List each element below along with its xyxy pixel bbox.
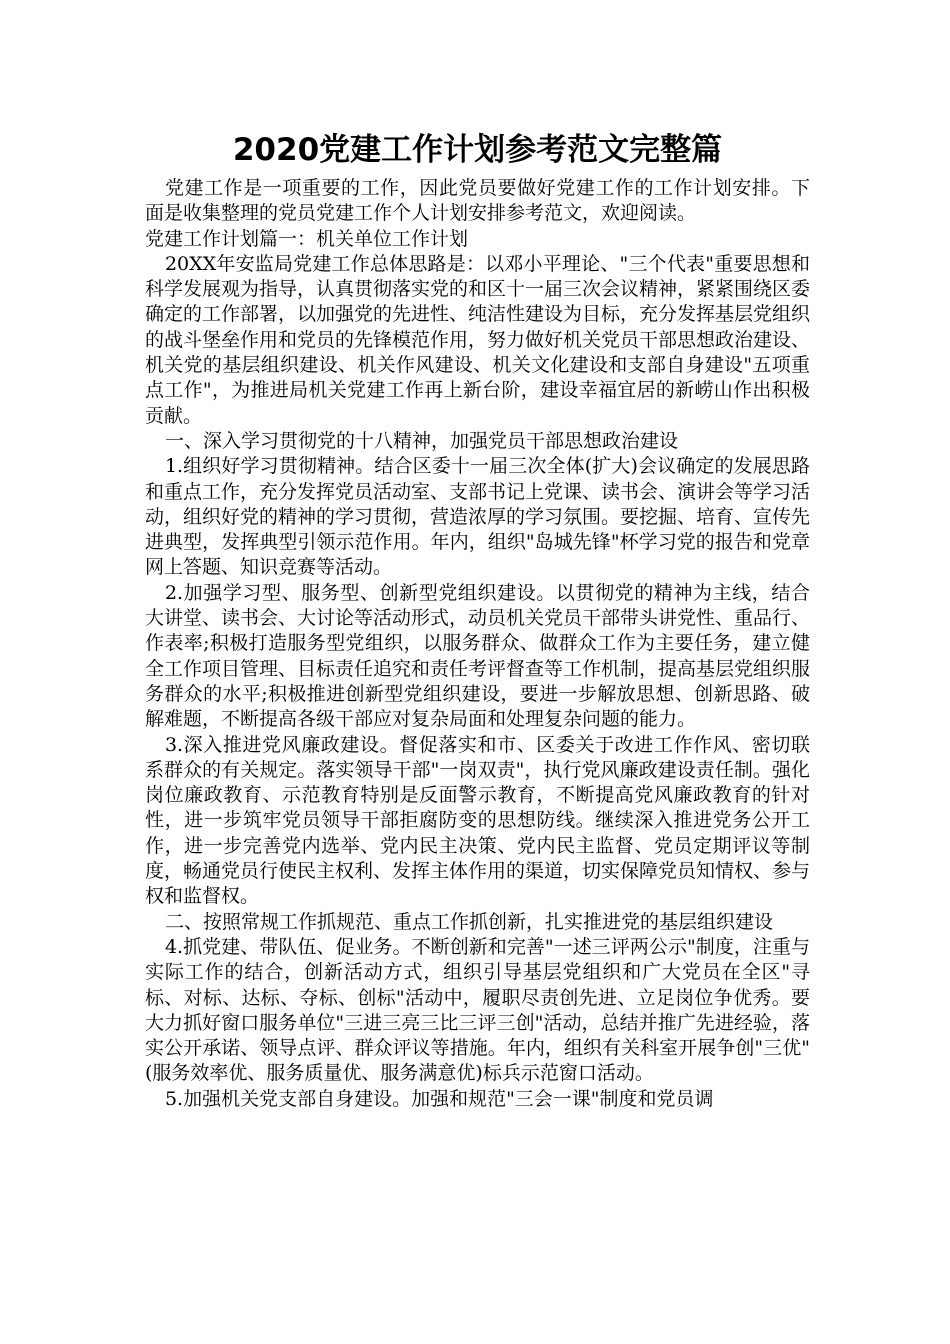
paragraph: 党建工作计划篇一：机关单位工作计划: [145, 227, 469, 250]
document-body: [145, 176, 810, 1112]
paragraph: 党建工作是一项重要的工作，因此党员要做好党建工作的工作计划安排。下面是收集整理的党员党建工作个人计划安排参考范文，欢迎阅读。: [145, 177, 810, 225]
document-page: [145, 128, 810, 1112]
paragraph: 二、按照常规工作抓规范、重点工作抓创新，扎实推进党的基层组织建设: [164, 910, 773, 933]
paragraph: 1.组织好学习贯彻精神。结合区委十一届三次全体(扩大)会议确定的发展思路和重点工作，充分发挥党员活动室、支部书记上党课、读书会、演讲会等学习活动，组织好党的精神的学习贯彻，营造浓厚的学习氛围。要挖掘、培育、宣传先进典型，发挥典型引领示范作用。年内，组织"岛城先锋"杯学习党的报告和党章网上答题、知识竞赛等活动。: [145, 455, 811, 579]
paragraph: 20XX年安监局党建工作总体思路是：以邓小平理论、"三个代表"重要思想和科学发展观为指导，认真贯彻落实党的和区十一届三次会议精神，紧紧围绕区委确定的工作部署，以加强党的先进性、纯洁性建设为目标，充分发挥基层党组织的战斗堡垒作用和党员的先锋模范作用，努力做好机关党员干部思想政治建设、机关党的基层组织建设、机关作风建设、机关文化建设和支部自身建设"五项重点工作"，为推进局机关党建工作再上新台阶，建设幸福宜居的新崂山作出积极贡献。: [145, 252, 811, 427]
document-title: 2020党建工作计划参考范文完整篇: [232, 132, 723, 168]
paragraph: 3.深入推进党风廉政建设。督促落实和市、区委关于改进工作作风、密切联系群众的有关规定。落实领导干部"一岗双责"，执行党风廉政建设责任制。强化岗位廉政教育、示范教育特别是反面警示教育，不断提高党风廉政教育的针对性，进一步筑牢党员领导干部拒腐防变的思想防线。继续深入推进党务公开工作，进一步完善党内选举、党内民主决策、党内民主监督、党员定期评议等制度，畅通党员行使民主权利、发挥主体作用的渠道，切实保障党员知情权、参与权和监督权。: [145, 733, 811, 908]
paragraph: 一、深入学习贯彻党的十八精神，加强党员干部思想政治建设: [164, 429, 678, 452]
paragraph: 4.抓党建、带队伍、促业务。不断创新和完善"一述三评两公示"制度，注重与实际工作的结合，创新活动方式，组织引导基层党组织和广大党员在全区"寻标、对标、达标、夺标、创标"活动中，履职尽责创先进、立足岗位争优秀。要大力抓好窗口服务单位"三进三亮三比三评三创"活动，总结并推广先进经验，落实公开承诺、领导点评、群众评议等措施。年内，组织有关科室开展争创"三优"(服务效率优、服务质量优、服务满意优)标兵示范窗口活动。: [145, 935, 810, 1085]
paragraph: 5.加强机关党支部自身建设。加强和规范"三会一课"制度和党员调: [164, 1087, 714, 1110]
paragraph: 2.加强学习型、服务型、创新型党组织建设。以贯彻党的精神为主线，结合大讲堂、读书会、大讨论等活动形式，动员机关党员干部带头讲党性、重品行、作表率;积极打造服务型党组织，以服务群众、做群众工作为主要任务，建立健全工作项目管理、目标责任追究和责任考评督查等工作机制，提高基层党组织服务群众的水平;积极推进创新型党组织建设，要进一步解放思想、创新思路、破解难题，不断提高各级干部应对复杂局面和处理复杂问题的能力。: [145, 581, 811, 731]
